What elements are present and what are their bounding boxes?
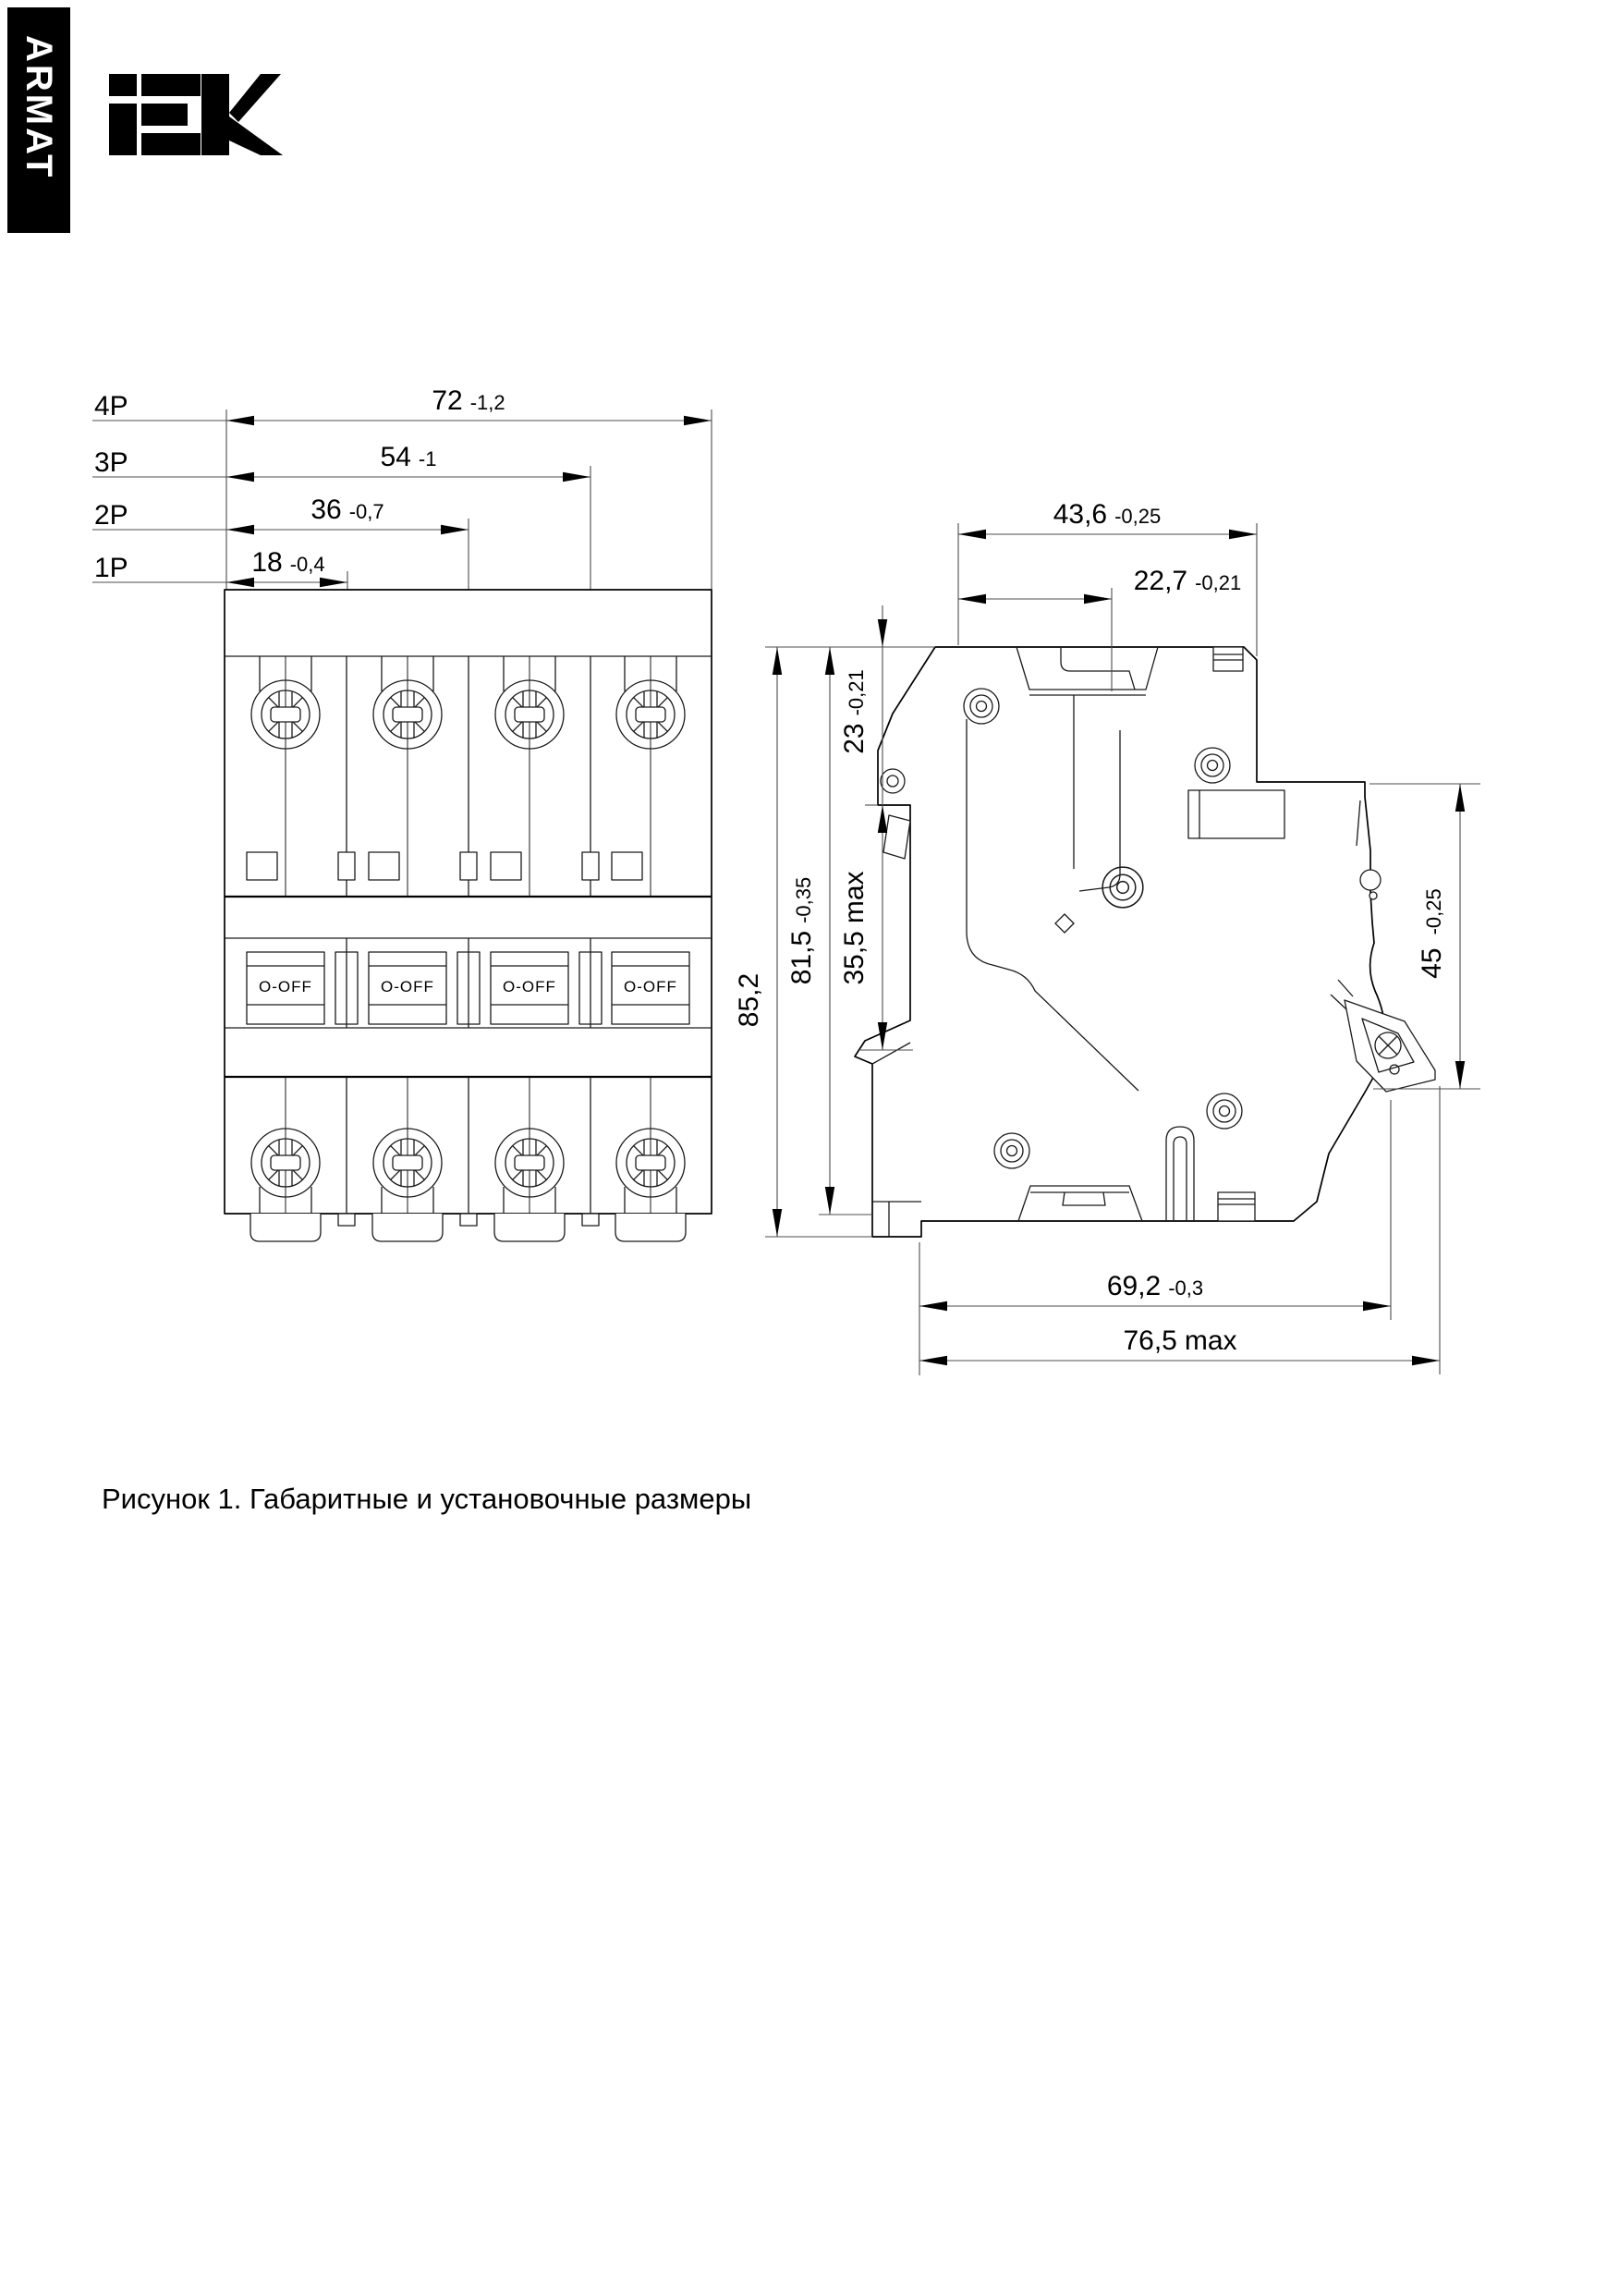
dim-toggle-depth [839,669,870,754]
dim-value: 43,6 [1053,499,1108,530]
dim-tolerance: -0,21 [1195,571,1242,594]
iek-logo-k-lower-arm [229,116,283,155]
toggle-off-label: O-OFF [381,978,434,995]
pole-label-3p: 3P [94,447,128,478]
side-toggle-recess [1016,647,1158,695]
side-view [855,647,1435,1237]
dim-height-total [734,973,764,1027]
dim-value: 81,5 [786,930,817,985]
dim-din-channel [839,871,870,984]
dim-value: 85,2 [734,972,764,1028]
dim-front-height [1417,888,1447,979]
terminal-latch [1331,800,1381,1009]
side-view-dimensions [734,499,1480,1375]
dim-width-1p [251,547,324,578]
toggle-off-label: O-OFF [624,978,677,995]
dim-tolerance: -0,4 [289,553,325,576]
dim-value: 45 [1417,947,1447,979]
dim-tolerance: -0,35 [792,876,815,923]
iek-logo-i-dot [109,74,137,96]
dim-value: 22,7 [1133,566,1188,596]
dim-tolerance: -0,25 [1422,888,1445,935]
mechanism-cavity [967,695,1138,1091]
iek-logo-e-mid [141,104,188,126]
dim-value: 18 [251,547,283,578]
pole-dividers [347,656,590,1214]
front-mid-tabs [247,852,642,880]
dim-value: 72 [432,385,463,416]
iek-logo-k-upper-arm [229,74,281,122]
iek-logo-e-bottom [141,133,201,155]
iek-logo-k-stem [201,74,229,155]
dim-toggle-width [1134,566,1242,596]
front-view [225,590,712,1241]
dim-suffix: max [839,871,870,924]
bottom-foot-details [1018,1127,1255,1221]
toggle-handles [247,952,689,1024]
pole-label-2p: 2P [94,500,128,531]
top-clip-tab [1213,647,1243,671]
dim-tolerance: -0,21 [845,669,868,716]
dim-value: 35,5 [839,931,870,985]
dim-tolerance: -1 [418,447,437,470]
dim-value: 69,2 [1106,1271,1162,1301]
dim-value: 54 [380,442,411,472]
pole-label-1p: 1P [94,553,128,583]
dim-tolerance: -1,2 [469,391,505,414]
dim-tolerance: -0,25 [1114,505,1162,528]
iek-logo [109,74,283,155]
figure-caption: Рисунок 1. Габаритные и установочные размеры [102,1483,752,1515]
dim-top-width [1053,499,1162,530]
dim-depth [1107,1271,1203,1301]
dim-value: 76,5 [1123,1325,1177,1356]
dim-tolerance: -0,7 [348,500,384,523]
dim-height-din [786,877,817,985]
dim-tolerance: -0,3 [1168,1276,1204,1300]
dim-suffix: max [1184,1325,1237,1356]
front-view-dimensions [92,385,712,590]
mounting-feet [250,1214,686,1241]
pole-label-4p: 4P [94,391,128,421]
dim-width-3p [381,442,437,472]
din-window [1188,790,1284,838]
dim-value: 23 [839,723,870,754]
iek-logo-e-top [141,74,201,96]
dim-value: 36 [310,495,342,525]
toggle-off-label: O-OFF [259,978,312,995]
iek-logo-i-body [109,104,137,155]
brand-sidebar [7,7,70,233]
terminal-screw-flag [1345,1000,1435,1092]
armat-vertical-label: ARMAT [18,35,59,180]
dim-width-4p [432,385,505,416]
toggle-off-label: O-OFF [503,978,556,995]
dim-depth-max [1123,1325,1236,1356]
dim-width-2p [310,495,383,525]
